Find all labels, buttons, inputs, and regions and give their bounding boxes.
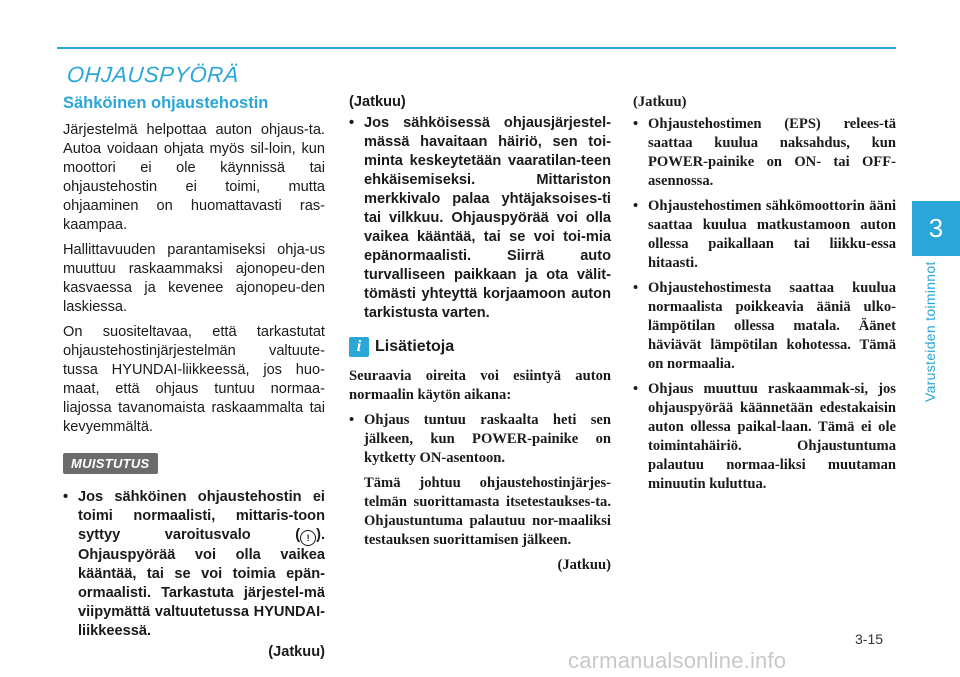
info-bullet: • Ohjaus muuttuu raskaammak-si, jos ohjauspyörää käännetään edestakaisin auton ollessa paikal-laan. Tämä ei ole toimintahäiriö. Ohjaustuntuma palautuu normaa-liksi muutaman minuutin kuluttua. [633,380,896,494]
continued-label: (Jatkuu) [268,644,325,660]
info-bullet: • Ohjaustehostimen sähkömoottorin ääni saattaa kuulua matkustamoon auton ollessa paikallaan tai liikku-essa hitaasti. [633,197,896,273]
info-intro: Seuraavia oireita voi esiintyä auton normaalin käytön aikana: [349,368,611,403]
section-title: OHJAUSPYÖRÄ [66,62,240,87]
column-3 [633,94,896,496]
paragraph: On suositeltavaa, että tarkastutat ohjaustehostinjärjestelmän valtuute-tussa HYUNDAI-liikkeessä, jos huo-maat, että ohjaus tuntuu normaa-liajossa tavanomaista raskaammalta tai kevyemmältä. [63,324,325,435]
info-heading [349,337,611,357]
caution-bullet [63,488,325,641]
continued-label: (Jatkuu) [633,94,687,110]
info-subparagraph: Tämä johtuu ohjaustehostinjärjes-telmän suorittamasta itsetestaukses-ta. Ohjaustuntuma palautuu nor-maaliksi testauksen suorittamisen jälkeen. [364,475,611,548]
continued-label: (Jatkuu) [349,94,406,110]
info-bullet: • Ohjaustehostimen (EPS) relees-tä saattaa kuulua naksahdus, kun POWER-painike on ON- tai OFF-asennossa. [633,115,896,191]
continued-label: (Jatkuu) [557,557,611,573]
caution-bullet: • Jos sähköisessä ohjausjärjestel-mässä havaitaan häiriö, sen toi-minta keskeytetään vaaratilan-teen ehkäisemiseksi. Mittariston merkkivalo palaa yhtäjaksoises-ti tai vilkkuu. Ohjauspyörää voi olla vaikea kääntää, tai se voi toi-mia epänormaalisti. Siirrä auto turvalliseen paikkaan ja ota välit-tömästi yhteyttä korjaamoon auton tarkistusta varten. [349,114,611,323]
paragraph: Hallittavuuden parantamiseksi ohja-us muuttuu raskaammaksi ajonopeu-den kasvaessa ja kevenee ajonopeu-den laskiessa. [63,242,325,315]
page-number: 3-15 [855,631,884,647]
steering-warning-icon: ! [300,530,316,546]
paragraph: Järjestelmä helpottaa auton ohjaus-ta. Autoa voidaan ohjata myös sil-loin, kun moottori ei ole käynnissä tai ohjaustehostin ei toimi, mutta ohjaaminen on huomattavasti ras-kaampaa. [63,122,325,233]
info-title: Lisätietoja [375,338,455,355]
subsection-heading: Sähköinen ohjaustehostin [63,94,269,112]
caution-text-b: ). Ohjauspyörää voi olla vaikea kääntää, tai se voi toimia epän-ormaalisti. Tarkastuta järjestel-mä viipymättä valtuutetussa HYUNDAI-liikkeessä. [78,527,325,639]
column-2 [349,94,611,575]
header-rule [57,47,896,49]
watermark: carmanualsonline.info [568,648,787,673]
caution-text-a: Jos sähköinen ohjaustehostin ei toimi normaalisti, mittaris-toon syttyy varoitusvalo ( [78,489,325,543]
column-1 [63,94,325,668]
chapter-tab: 3 [912,201,960,256]
info-icon: i [349,337,369,357]
info-bullet: • Ohjaustehostimesta saattaa kuulua normaalista poikkeavia ääniä ulko-lämpötilan ollessa matala. Äänet häviävät lämpötilan kohotessa. Tämä on normaalia. [633,279,896,374]
info-bullet: • Ohjaus tuntuu raskaalta heti sen jälkeen, kun POWER-painike on kytketty ON-asentoon. [349,411,611,468]
chapter-label: Varusteiden toiminnot [922,261,938,402]
caution-badge: MUISTUTUS [63,453,158,474]
